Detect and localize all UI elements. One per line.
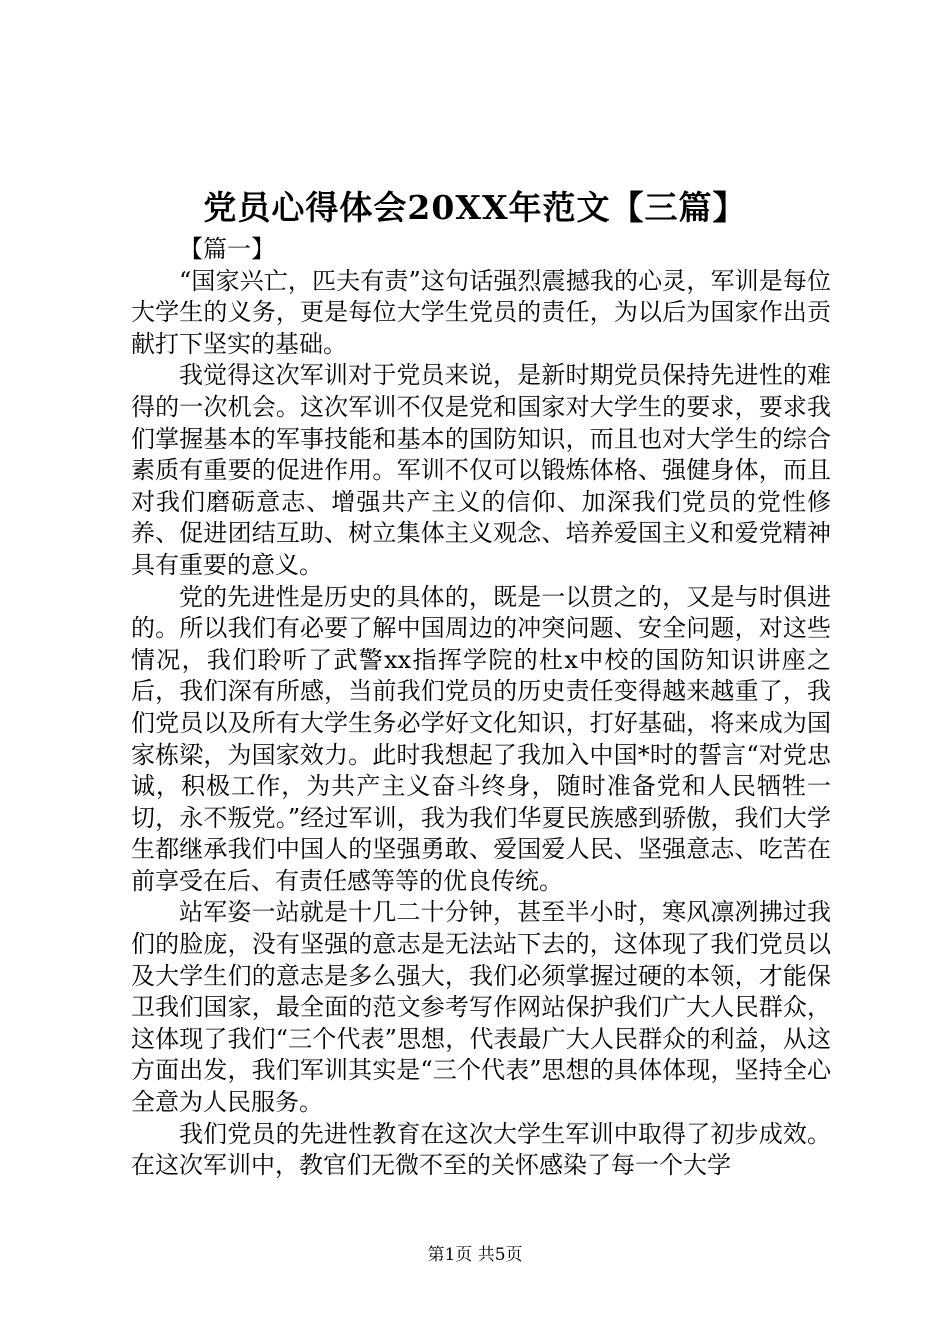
section-heading: 【篇一】 [179, 235, 275, 263]
page-number-footer: 第1页 共5页 [427, 1245, 523, 1265]
document-title: 党员心得体会20XX年范文【三篇】 [203, 188, 747, 227]
paragraph-3: 党的先进性是历史的具体的，既是一以贯之的，又是与时俱进的。所以我们有必要了解中国周边的冲突问题、安全问题，对这些情况，我们聆听了武警xx指挥学院的杜x中校的国防知识讲座之后，我们深有所感，当前我们党员的历史责任变得越来越重了，我们党员以及所有大学生务必学好文化知识，打好基础，将来成为国家栋梁，为国家效力。此时我想起了我加入中国*时的誓言“对党忠诚，积极工作，为共产主义奋斗终身，随时准备党和人民牺牲一切，永不叛党。”经过军训，我为我们华夏民族感到骄傲，我们大学生都继承我们中国人的坚强勇敢、爱国爱人民、坚强意志、吃苦在前享受在后、有责任感等等的优良传统。 [131, 582, 831, 895]
document-body [131, 234, 831, 1182]
paragraph-1: “国家兴亡，匹夫有责”这句话强烈震撼我的心灵，军训是每位大学生的义务，更是每位大学生党员的责任，为以后为国家作出贡献打下坚实的基础。 [131, 266, 831, 358]
paragraph-5: 我们党员的先进性教育在这次大学生军训中取得了初步成效。在这次军训中，教官们无微不至的关怀感染了每一个大学 [131, 1119, 831, 1180]
paragraph-4: 站军姿一站就是十几二十分钟，甚至半小时，寒风凛冽拂过我们的脸庞，没有坚强的意志是无法站下去的，这体现了我们党员以及大学生们的意志是多么强大，我们必须掌握过硬的本领，才能保卫我们国家，最全面的范文参考写作网站保护我们广大人民群众，这体现了我们“三个代表”思想，代表最广大人民群众的利益，从这方面出发，我们军训其实是“三个代表”思想的具体体现，坚持全心全意为人民服务。 [131, 898, 831, 1117]
paragraph-2: 我觉得这次军训对于党员来说，是新时期党员保持先进性的难得的一次机会。这次军训不仅是党和国家对大学生的要求，要求我们掌握基本的军事技能和基本的国防知识，而且也对大学生的综合素质有重要的促进作用。军训不仅可以锻炼体格、强健身体，而且对我们磨砺意志、增强共产主义的信仰、加深我们党员的党性修养、促进团结互助、树立集体主义观念、培养爱国主义和爱党精神具有重要的意义。 [131, 361, 831, 579]
